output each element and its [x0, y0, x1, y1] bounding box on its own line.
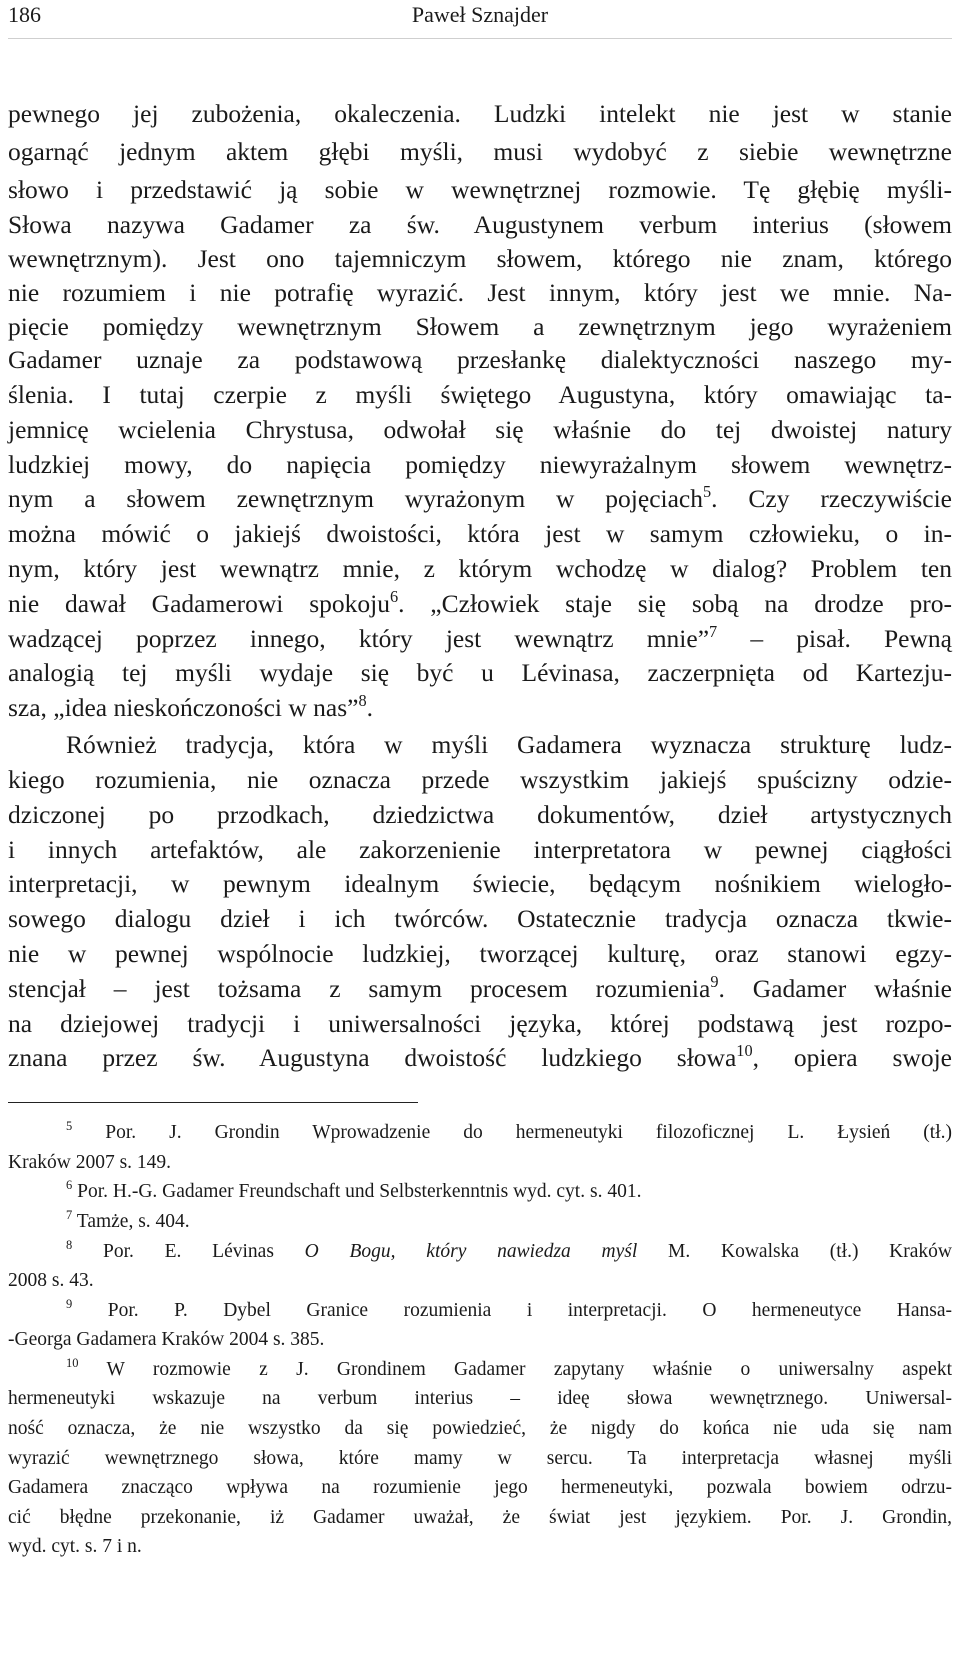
footnote-ref: 10 — [736, 1040, 753, 1060]
text-run: – pisał. Pewną — [717, 624, 952, 653]
body-line: nie w pewnej wspólnocie ludzkiej, tworzącej kulturę, oraz stanowi egzy- — [8, 939, 952, 968]
footnote-5 — [8, 1120, 952, 1146]
body-line: analogią tej myśli wydaje się być u Lévinasa, zaczerpnięta od Kartezju- — [8, 658, 952, 687]
body-line: można mówić o jakiejś dwoistości, która jest w samym człowieku, o in- — [8, 519, 952, 548]
footnote-number: 8 — [66, 1237, 73, 1252]
footnote-ref: 5 — [702, 481, 712, 501]
body-line: i innych artefaktów, ale zakorzenienie interpretatora w pewnej ciągłości — [8, 835, 952, 864]
body-line — [8, 1042, 952, 1074]
text-run: wadzącej poprzez innego, który jest wewnątrz mnie” — [8, 624, 710, 653]
footnote-number: 7 — [66, 1207, 73, 1222]
footnote-text: W rozmowie z J. Grondinem Gadamer zapytany właśnie o uniwersalny aspekt — [106, 1359, 952, 1380]
footnote-8 — [8, 1239, 952, 1265]
body-line: Również tradycja, która w myśli Gadamera wyznacza strukturę ludz- — [66, 730, 952, 759]
footnote-ref: 8 — [358, 690, 367, 710]
body-line: Słowa nazywa Gadamer za św. Augustynem verbum interius (słowem — [8, 210, 952, 239]
page-number: 186 — [8, 2, 41, 27]
footnote-10-line: hermeneutyki wskazuje na verbum interius – ideę słowa wewnętrznego. Uniwersal- — [8, 1388, 952, 1409]
footnote-text: Por. H.-G. Gadamer Freundschaft und Selbsterkenntnis wyd. cyt. s. 401. — [77, 1181, 642, 1202]
footnote-text: M. Kowalska (tł.) Kraków — [637, 1241, 952, 1262]
text-run: stencjał – jest tożsama z samym procesem rozumienia — [8, 974, 711, 1003]
footnote-10-line: Gadamera znacząco wpływa na rozumienie jego hermeneutyki, pozwala bowiem odrzu- — [8, 1477, 952, 1498]
footnote-text: Por. E. Lévinas — [103, 1241, 305, 1262]
text-run: . — [366, 693, 374, 722]
footnote-10-line: ność oznacza, że nie wszystko da się powiedzieć, że nigdy do końca nie uda się nam — [8, 1418, 952, 1439]
footnote-10-line: wyd. cyt. s. 7 i n. — [8, 1536, 142, 1557]
body-line: dziczonej po przodkach, dziedzictwa dokumentów, dzieł artystycznych — [8, 800, 952, 829]
body-line: interpretacji, w pewnym idealnym świecie, będącym nośnikiem wielogło- — [8, 869, 952, 898]
footnote-9-cont: -Georga Gadamera Kraków 2004 s. 385. — [8, 1329, 325, 1350]
footnote-ref: 7 — [709, 621, 718, 641]
text-run: . „Człowiek staje się sobą na drodze pro- — [398, 589, 952, 618]
footnote-6 — [8, 1179, 952, 1205]
body-line — [8, 973, 952, 1005]
running-title: Paweł Sznajder — [411, 2, 549, 27]
page-header — [8, 0, 952, 39]
footnote-10 — [8, 1357, 952, 1383]
footnote-number: 10 — [66, 1355, 79, 1370]
text-run: nie dawał Gadamerowi spokoju — [8, 589, 390, 618]
footnote-10-line: cić błędne przekonanie, iż Gadamer uważał, że świat jest językiem. Por. J. Grondin, — [8, 1507, 952, 1528]
footnote-text: Por. P. Dybel Granice rozumienia i interpretacji. O hermeneutyce Hansa- — [107, 1300, 953, 1321]
footnote-text: Por. J. Grondin Wprowadzenie do hermeneutyki filozoficznej L. Łysień (tł.) — [105, 1122, 953, 1143]
body-line — [8, 483, 952, 515]
body-line: Gadamer uznaje za podstawową przesłankę dialektyczności naszego my- — [8, 345, 952, 374]
body-line: ślenia. I tutaj czerpie z myśli świętego Augustyna, który omawiając ta- — [8, 380, 952, 409]
footnote-8-cont: 2008 s. 43. — [8, 1270, 94, 1291]
text-run: sza, „idea nieskończoności w nas” — [8, 693, 359, 722]
body-line: na dziejowej tradycji i uniwersalności języka, której podstawą jest rozpo- — [8, 1009, 952, 1038]
footnote-number: 5 — [66, 1118, 73, 1133]
body-line — [8, 692, 952, 724]
text-run: . Gadamer właśnie — [718, 974, 952, 1003]
text-run: . Czy rzeczywiście — [711, 484, 952, 513]
footnote-ref: 9 — [710, 971, 719, 991]
book-title: O Bogu, który nawiedza myśl — [304, 1241, 638, 1262]
body-line: pięcie pomiędzy wewnętrznym Słowem a zewnętrznym jego wyrażeniem — [8, 312, 952, 341]
body-line: słowo i przedstawić ją sobie w wewnętrznej rozmowie. Tę głębię myśli- — [8, 175, 952, 204]
text-run: nym a słowem zewnętrznym wyrażonym w pojęciach — [8, 484, 703, 513]
body-line: pewnego jej zubożenia, okaleczenia. Ludzki intelekt nie jest w stanie — [8, 99, 952, 128]
footnote-5-cont: Kraków 2007 s. 149. — [8, 1152, 172, 1173]
text-run: , opiera swoje — [752, 1043, 952, 1072]
footnote-number: 9 — [66, 1296, 73, 1311]
body-line: jemnicę wcielenia Chrystusa, odwołał się właśnie do tej dwoistej natury — [8, 415, 952, 444]
footnote-9 — [8, 1298, 952, 1324]
body-line: ludzkiej mowy, do napięcia pomiędzy niewyrażalnym słowem wewnętrz- — [8, 450, 952, 479]
footnote-ref: 6 — [389, 586, 399, 606]
footnote-10-line: wyrazić wewnętrznego słowa, które mamy w sercu. Ta interpretacja własnej myśli — [8, 1448, 952, 1469]
body-line: ogarnąć jednym aktem głębi myśli, musi wydobyć z siebie wewnętrzne — [8, 137, 952, 166]
body-line: kiego rozumienia, nie oznacza przede wszystkim jakiejś spuścizny odzie- — [8, 765, 952, 794]
body-line — [8, 623, 952, 655]
footnote-text: Tamże, s. 404. — [76, 1211, 190, 1232]
body-line: wewnętrznym). Jest ono tajemniczym słowem, którego nie znam, którego — [8, 244, 952, 273]
body-line — [8, 588, 952, 620]
footnote-separator — [8, 1102, 418, 1103]
body-line: nym, który jest wewnątrz mnie, z którym wchodzę w dialog? Problem ten — [8, 554, 952, 583]
footnote-number: 6 — [66, 1177, 73, 1192]
body-line: nie rozumiem i nie potrafię wyrazić. Jest innym, który jest we mnie. Na- — [8, 278, 952, 307]
text-run: znana przez św. Augustyna dwoistość ludzkiego słowa — [8, 1043, 737, 1072]
body-line: sowego dialogu dzieł i ich twórców. Ostatecznie tradycja oznacza tkwie- — [8, 904, 952, 933]
footnote-7 — [8, 1209, 952, 1235]
